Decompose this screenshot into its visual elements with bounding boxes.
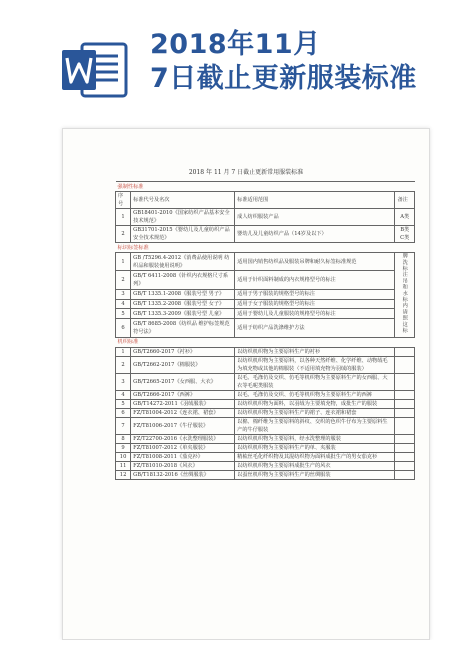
table-row <box>116 209 415 226</box>
header-banner <box>0 0 474 120</box>
word-icon <box>60 38 130 102</box>
title-line-2: 7日截止更新服装标准 <box>150 63 417 94</box>
row-number: 5 <box>116 399 131 408</box>
standard-name: GB/T 8685-2008《纺织品 维护标签规范 符号法》 <box>131 319 235 337</box>
standard-name: GB /T5296.4-2012《消费品使用说明 纺织品和服装使用说明》 <box>131 253 235 271</box>
standard-scope: 以纺织机织物为主要原料，以各种天然纤维、化学纤维、动物绒毛为填充物或其他的棉服装（不适用填充物为羽绒的服装） <box>235 356 395 373</box>
standard-name: GB/T14272-2011《羽绒服装》 <box>131 399 235 408</box>
standard-scope: 以毛、毛涤仿及交织、仿毛等机织物为主要原料生产的西裤 <box>235 390 395 399</box>
empty-note <box>395 347 415 356</box>
standard-name: GB/T2666-2017《西裤》 <box>131 390 235 399</box>
row-number: 1 <box>116 347 131 356</box>
standard-name: FZ/T81004-2012《连衣裙、裙套》 <box>131 408 235 417</box>
table-row <box>116 347 415 356</box>
standard-name: GB/T2662-2017《棉服装》 <box>131 356 235 373</box>
row-number: 4 <box>116 299 131 309</box>
standard-name: FZ/T81006-2017《牛仔服装》 <box>131 417 235 434</box>
table-row <box>116 299 415 309</box>
page-title <box>150 28 417 96</box>
standard-scope: 成人纺织服装产品 <box>235 209 395 226</box>
standard-scope: 适用于女子服装的规格型号的标注 <box>235 299 395 309</box>
standard-name: FZ/T81010-2018《风衣》 <box>131 461 235 470</box>
standard-name: GB/T 1335.3-2009《服装号型 儿童》 <box>131 309 235 319</box>
title-line-1: 2018年11月 <box>150 29 321 60</box>
row-note: B类 C类 <box>395 226 415 243</box>
table-row <box>116 452 415 461</box>
standard-scope: 适用国内销售纺织品及服装吊牌和耐久标签标准规范 <box>235 253 395 271</box>
table-row <box>116 226 415 243</box>
standard-scope: 以纺织机织物为主要原料生产的衬衫 <box>235 347 395 356</box>
empty-note <box>395 443 415 452</box>
table-row <box>116 390 415 399</box>
row-number: 6 <box>116 408 131 417</box>
standard-scope: 以纺织机织物为主要原料生产的裙子、连衣裙和裙套 <box>235 408 395 417</box>
standard-name: GB/T18132-2016《丝绸服装》 <box>131 470 235 479</box>
row-number: 2 <box>116 356 131 373</box>
standard-name: FZ/T81007-2012《单夹服装》 <box>131 443 235 452</box>
standards-table <box>115 181 415 480</box>
empty-note <box>395 461 415 470</box>
standard-name: GB18401-2010《国家纺织产品基本安全技术规范》 <box>131 209 235 226</box>
empty-note <box>395 356 415 373</box>
standard-name: GB/T2665-2017《女西服、大衣》 <box>131 373 235 390</box>
footer-space <box>0 640 474 669</box>
empty-note <box>395 390 415 399</box>
document-title: 2018 年 11 月 7 日截止更新常用服装标准 <box>188 169 304 176</box>
document-page <box>62 128 430 640</box>
header-row <box>116 192 415 209</box>
row-number: 3 <box>116 373 131 390</box>
standard-scope: 以纺织机织物为主要原料成批生产的风衣 <box>235 461 395 470</box>
table-row <box>116 470 415 479</box>
standard-name: FZ/T22700-2016《水洗整理服装》 <box>131 434 235 443</box>
section-row <box>116 182 415 192</box>
section-title: 强制性标准 <box>116 182 415 192</box>
standard-scope: 以棉、棉纤维为主要原料的斜纹、交织的色织牛仔布为主要原料生产的牛仔服装 <box>235 417 395 434</box>
standard-name: GB/T 1335.2-2008《服装号型 女子》 <box>131 299 235 309</box>
table-row <box>116 443 415 452</box>
table-row <box>116 373 415 390</box>
section-note-text: 牌洗标注吊和水标内请照这标 <box>401 253 408 334</box>
standard-name: FZ/T81008-2011《茄克衫》 <box>131 452 235 461</box>
standard-scope: 适用于纺织产品洗涤维护方法 <box>235 319 395 337</box>
section-row <box>116 243 415 253</box>
row-number: 8 <box>116 434 131 443</box>
standard-scope: 适用于男子服装的规格型号的标注 <box>235 289 395 299</box>
row-number: 4 <box>116 390 131 399</box>
table-row <box>116 289 415 299</box>
standard-scope: 以纺织机织物为主要原料生产的单、夹服装 <box>235 443 395 452</box>
table-row <box>116 461 415 470</box>
column-header: 备注 <box>395 192 415 209</box>
empty-note <box>395 452 415 461</box>
table-row <box>116 417 415 434</box>
empty-note <box>395 399 415 408</box>
standard-scope: 适用于婴幼儿及儿童服装的规格型号的标注 <box>235 309 395 319</box>
row-number: 6 <box>116 319 131 337</box>
table-row <box>116 408 415 417</box>
standard-scope: 以纺织机织物为主要原料，经水洗整理的服装 <box>235 434 395 443</box>
empty-note <box>395 434 415 443</box>
standard-name: GB/T2660-2017《衬衫》 <box>131 347 235 356</box>
standard-scope: 以蚕丝机织物为主要原料生产的丝绸服装 <box>235 470 395 479</box>
standard-scope: 婴幼儿及儿童纺织产品（14岁及以下） <box>235 226 395 243</box>
row-number: 9 <box>116 443 131 452</box>
table-row <box>116 356 415 373</box>
row-number: 2 <box>116 271 131 289</box>
row-number: 7 <box>116 417 131 434</box>
row-number: 2 <box>116 226 131 243</box>
column-header: 序号 <box>116 192 131 209</box>
table-row <box>116 253 415 271</box>
table-row <box>116 434 415 443</box>
section-note <box>395 253 415 338</box>
standard-scope: 精梳丝毛化纤织物及其混纺织物为面料成批生产的男女茄克衫 <box>235 452 395 461</box>
row-number: 5 <box>116 309 131 319</box>
standard-name: GB/T 1335.1-2008《服装号型 男子》 <box>131 289 235 299</box>
standard-name: GB/T 6411-2008《针织内衣规格尺寸系列》 <box>131 271 235 289</box>
standard-scope: 适用于针织面料制成的内衣规格型号的标注 <box>235 271 395 289</box>
column-header: 标准适用范围 <box>235 192 395 209</box>
table-row <box>116 319 415 337</box>
row-number: 12 <box>116 470 131 479</box>
row-note: A类 <box>395 209 415 226</box>
section-title: 机织标准 <box>116 337 415 347</box>
empty-note <box>395 470 415 479</box>
column-header: 标准代号及名次 <box>131 192 235 209</box>
section-title: 标识标签标准 <box>116 243 415 253</box>
standard-scope: 以纺织机织物为面料，以羽绒为主要填充物，成批生产的服装 <box>235 399 395 408</box>
standard-scope: 以毛、毛涤仿及交织、仿毛等机织物为主要原料生产的女西服、大衣等毛呢类服装 <box>235 373 395 390</box>
row-number: 1 <box>116 209 131 226</box>
row-number: 11 <box>116 461 131 470</box>
row-number: 3 <box>116 289 131 299</box>
section-row <box>116 337 415 347</box>
table-row <box>116 399 415 408</box>
standard-name: GB31701-2015《婴幼儿及儿童纺织产品安全技术规范》 <box>131 226 235 243</box>
empty-note <box>395 373 415 390</box>
empty-note <box>395 417 415 434</box>
empty-note <box>395 408 415 417</box>
row-number: 10 <box>116 452 131 461</box>
row-number: 1 <box>116 253 131 271</box>
table-row <box>116 309 415 319</box>
table-row <box>116 271 415 289</box>
